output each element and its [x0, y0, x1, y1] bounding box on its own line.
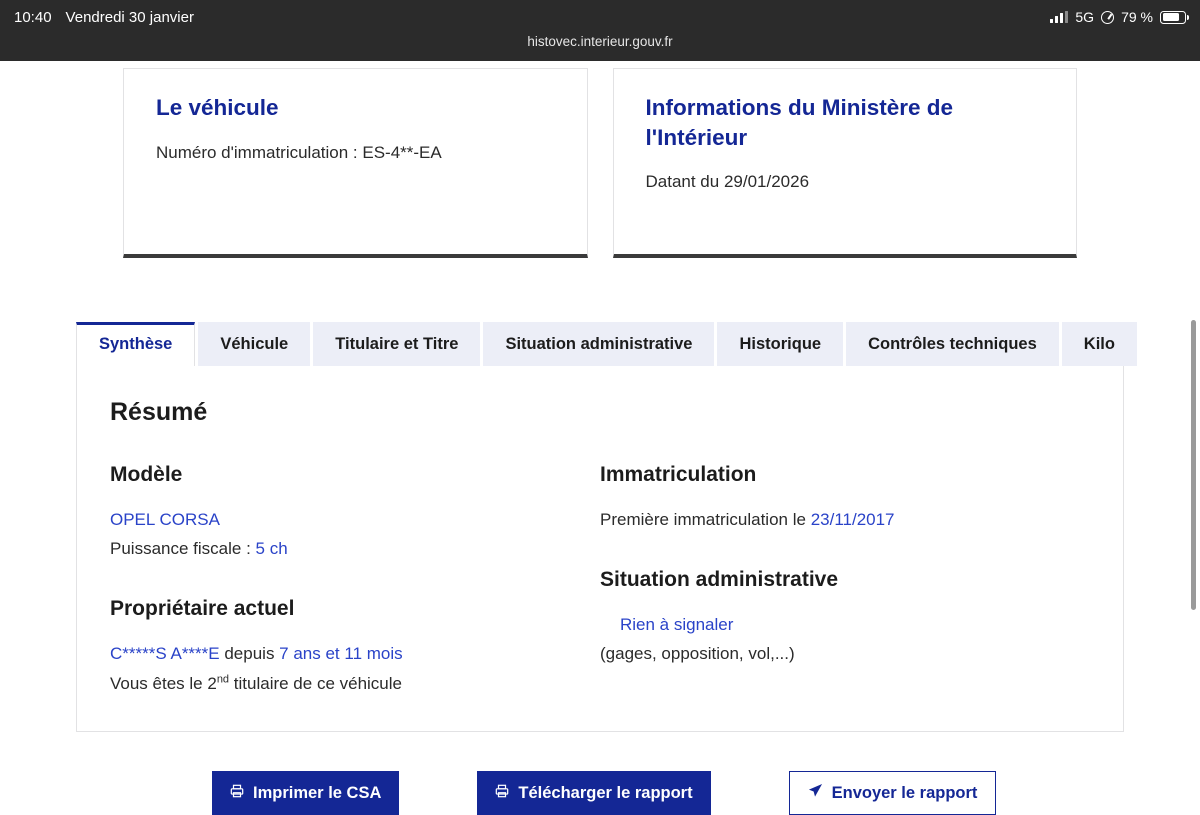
situation-administrative-block	[600, 568, 1090, 668]
ministry-card-title: Informations du Ministère de l'Intérieur	[645, 95, 954, 150]
status-time: 10:40	[14, 8, 52, 26]
vehicle-card-text: Numéro d'immatriculation : ES-4**-EA	[156, 142, 442, 162]
page-content	[0, 61, 1200, 802]
proprietaire-block	[110, 597, 600, 697]
tab-historique[interactable]: Historique	[717, 322, 843, 366]
tab-controles-techniques[interactable]: Contrôles techniques	[846, 322, 1059, 366]
puissance-fiscale-value: 5 ch	[255, 539, 288, 559]
puissance-fiscale-row	[110, 534, 600, 563]
proprietaire-row	[110, 639, 600, 668]
synthese-panel	[76, 366, 1124, 732]
ministry-card-text: Datant du 29/01/2026	[645, 172, 810, 192]
titulaire-rank-suffix: nd	[216, 673, 230, 686]
tab-vehicule[interactable]: Véhicule	[198, 322, 310, 366]
send-icon	[808, 783, 823, 803]
titulaire-rank-row	[110, 669, 600, 698]
panel-grid	[110, 463, 1090, 698]
page-scrollbar[interactable]	[1191, 320, 1196, 610]
titulaire-prefix: Vous êtes le	[110, 673, 208, 693]
signal-bars-icon	[1050, 11, 1068, 23]
panel-left-column	[110, 463, 600, 698]
situation-administrative-heading: Situation administrative	[600, 568, 839, 592]
premiere-immatriculation-label: Première immatriculation le	[600, 510, 811, 529]
modele-block	[110, 463, 600, 563]
network-label: 5G	[1075, 9, 1095, 25]
battery-percent: 79 %	[1121, 9, 1153, 25]
situation-status: Rien à signaler	[620, 615, 734, 635]
modele-heading: Modèle	[110, 463, 183, 486]
titulaire-rank: 2	[207, 673, 217, 693]
download-report-button[interactable]	[477, 771, 710, 815]
proprietaire-duree: 7 ans et 11 mois	[279, 644, 403, 664]
download-report-label: Télécharger le rapport	[518, 783, 693, 802]
tab-synthese[interactable]: Synthèse	[76, 322, 195, 366]
printer-icon	[495, 784, 509, 803]
battery-icon	[1160, 11, 1186, 24]
premiere-immatriculation-row	[600, 505, 1090, 534]
send-report-label: Envoyer le rapport	[831, 783, 978, 802]
send-report-button[interactable]	[789, 771, 997, 815]
vehicle-card-title: Le véhicule	[156, 95, 279, 120]
printer-icon	[230, 784, 244, 803]
status-right-group	[1050, 9, 1186, 25]
url-bar[interactable]	[0, 34, 1200, 61]
tab-bar	[0, 322, 1200, 366]
proprietaire-depuis-label: depuis	[219, 644, 280, 664]
proprietaire-name: C*****S A****E	[110, 644, 220, 664]
tab-situation-administrative[interactable]: Situation administrative	[483, 322, 714, 366]
print-csa-button[interactable]	[212, 771, 399, 815]
situation-note: (gages, opposition, vol,...)	[600, 644, 795, 664]
proprietaire-heading: Propriétaire actuel	[110, 597, 295, 621]
summary-cards	[0, 61, 1200, 258]
immatriculation-block	[600, 463, 1090, 534]
status-bar	[0, 0, 1200, 34]
status-date: Vendredi 30 janvier	[65, 8, 194, 26]
action-buttons	[0, 771, 1200, 815]
ministry-card	[613, 68, 1078, 258]
puissance-fiscale-label: Puissance fiscale :	[110, 539, 256, 559]
modele-name: OPEL CORSA	[110, 510, 220, 529]
print-csa-label: Imprimer le CSA	[253, 783, 382, 802]
tab-kilometrage[interactable]: Kilo	[1062, 322, 1137, 366]
tab-titulaire-et-titre[interactable]: Titulaire et Titre	[313, 322, 480, 366]
panel-heading: Résumé	[110, 398, 208, 426]
premiere-immatriculation-date: 23/11/2017	[810, 510, 895, 529]
location-arrow-icon	[1101, 11, 1114, 24]
url-text[interactable]: histovec.interieur.gouv.fr	[527, 34, 673, 49]
titulaire-suffix: titulaire de ce véhicule	[229, 673, 402, 693]
panel-right-column	[600, 463, 1090, 698]
vehicle-card	[123, 68, 588, 258]
immatriculation-heading: Immatriculation	[600, 463, 757, 486]
